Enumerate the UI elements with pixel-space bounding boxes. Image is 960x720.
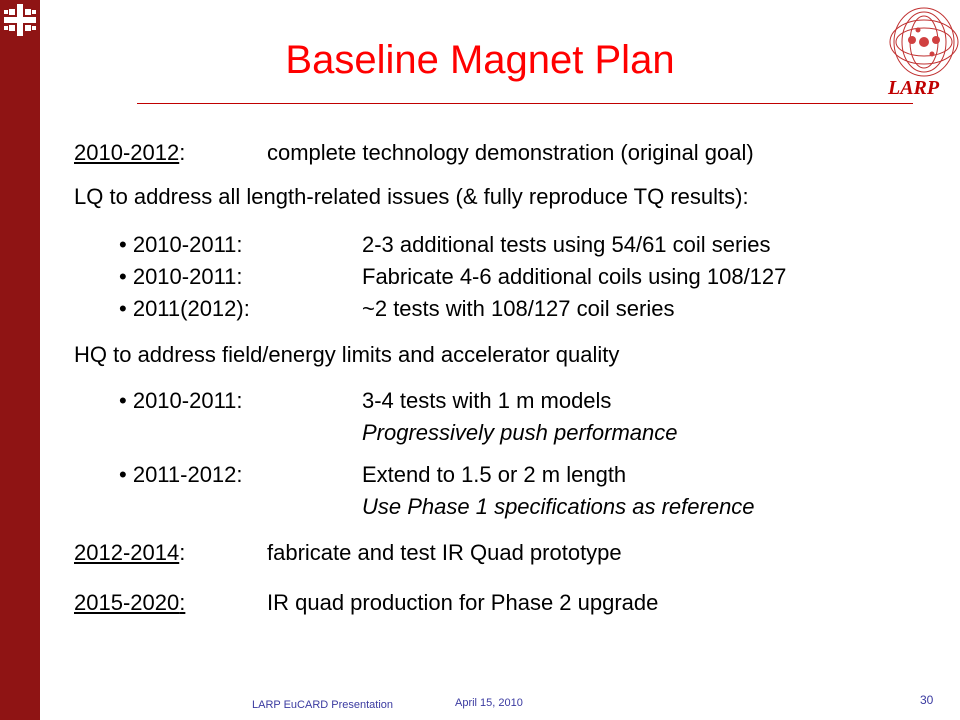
- bullet-hq-1: • 2010-2011: 3-4 tests with 1 m models: [119, 388, 612, 413]
- bullet-text: Extend to 1.5 or 2 m length: [362, 462, 627, 487]
- hq-heading: HQ to address field/energy limits and accelerator quality: [74, 342, 620, 367]
- lq-heading: LQ to address all length-related issues (& fully reproduce TQ results):: [74, 184, 749, 209]
- slide-title: Baseline Magnet Plan: [285, 38, 675, 82]
- bullet-lq-1: • 2010-2011: 2-3 additional tests using 54/61 coil series: [119, 232, 771, 257]
- left-sidebar-bar: [0, 0, 40, 720]
- item-text: complete technology demonstration (original goal): [267, 140, 754, 165]
- bullet-year: 2010-2011:: [132, 388, 243, 413]
- year-label: 2010-2012: [74, 140, 180, 165]
- bullet-year: 2010-2011:: [132, 232, 243, 257]
- larp-logo-text: LARP: [888, 77, 940, 99]
- bullet-hq-2: • 2011-2012: Extend to 1.5 or 2 m length: [119, 462, 627, 487]
- bullet-text: 3-4 tests with 1 m models: [362, 388, 612, 413]
- bullet-lq-2: • 2010-2011: Fabricate 4-6 additional coils using 108/127: [119, 264, 787, 289]
- bullet-subtext: Progressively push performance: [362, 420, 678, 445]
- larp-logo: [882, 2, 960, 100]
- year-label: 2015-2020: [74, 590, 180, 615]
- bullet-text: 2-3 additional tests using 54/61 coil series: [362, 232, 771, 257]
- bullet-subtext: Use Phase 1 specifications as reference: [362, 494, 755, 519]
- bullet-text: Fabricate 4-6 additional coils using 108/127: [362, 264, 787, 289]
- item-2012-2014: 2012-2014: fabricate and test IR Quad prototype: [74, 540, 622, 565]
- bullet-year: 2011(2012):: [132, 296, 250, 321]
- title-divider: [137, 103, 913, 104]
- page-number: 30: [920, 693, 934, 707]
- item-text: IR quad production for Phase 2 upgrade: [267, 590, 659, 615]
- footer-date: April 15, 2010: [455, 697, 523, 709]
- year-label: 2012-2014: [74, 540, 180, 565]
- item-2010-2012: 2010-2012: complete technology demonstration (original goal): [74, 140, 754, 165]
- bullet-year: 2010-2011:: [132, 264, 243, 289]
- item-2015-2020: 2015-2020: IR quad production for Phase 2 upgrade: [74, 590, 659, 615]
- fermilab-logo: [0, 0, 40, 40]
- bullet-year: 2011-2012:: [132, 462, 243, 487]
- footer-presentation: LARP EuCARD Presentation: [252, 699, 394, 711]
- bullet-lq-3: • 2011(2012): ~2 tests with 108/127 coil series: [119, 296, 675, 321]
- bullet-text: ~2 tests with 108/127 coil series: [362, 296, 675, 321]
- item-text: fabricate and test IR Quad prototype: [267, 540, 622, 565]
